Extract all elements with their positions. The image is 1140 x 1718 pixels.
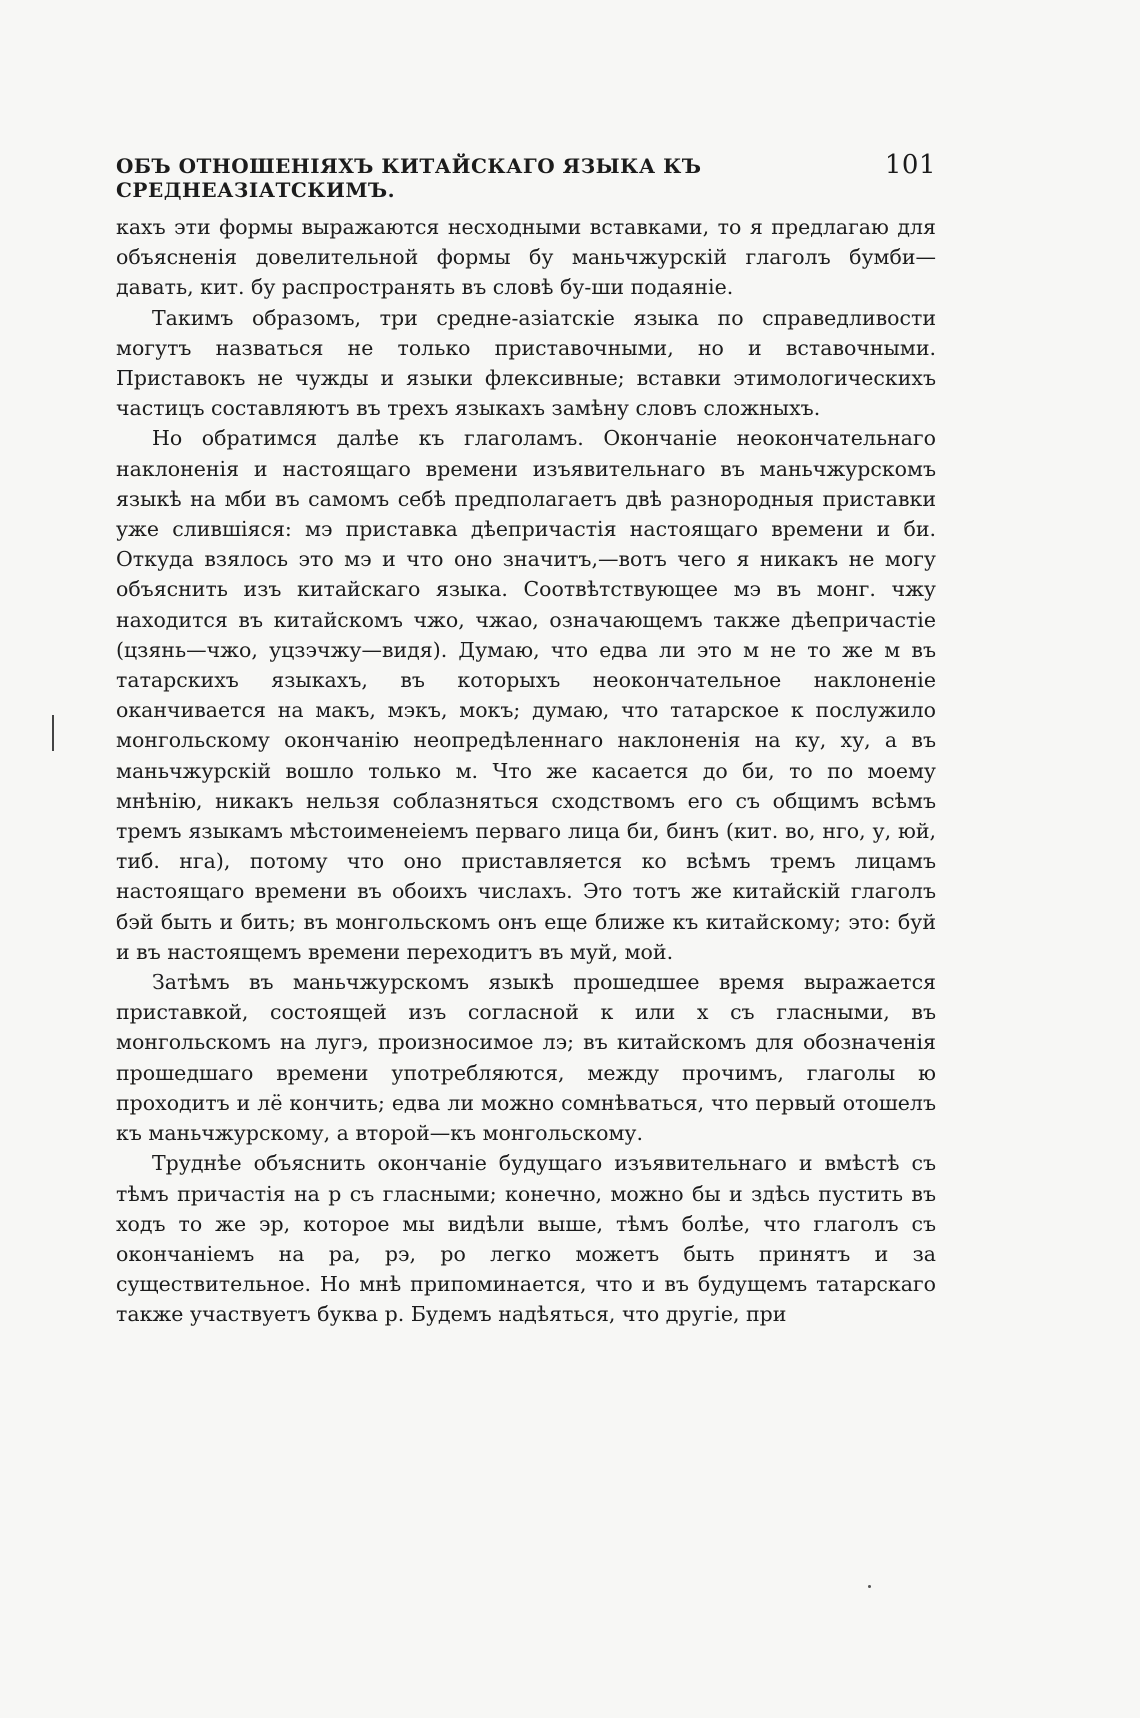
- paragraph-5: Труднѣе объяснить окончаніе будущаго изъявительнаго и вмѣстѣ съ тѣмъ причастія на р съ гласными; конечно, можно бы и здѣсь пустить въ ходъ то же эр, которое мы видѣли выше, тѣмъ болѣе, что глаголъ съ окончаніемъ на ра, рэ, ро легко можетъ быть принятъ и за существительное. Но мнѣ припоминается, что и въ будущемъ татарскаго также участвуетъ буква р. Будемъ надѣяться, что другіе, при: [116, 1151, 936, 1327]
- running-header: [116, 150, 936, 212]
- paragraph-3: Но обратимся далѣе къ глаголамъ. Окончаніе неокончательнаго наклоненія и настоящаго времени изъявительнаго въ маньчжурскомъ языкѣ на мби въ самомъ себѣ предполагаетъ двѣ разнородныя приставки уже слившіяся: мэ приставка дѣепричастія настоящаго времени и би. Откуда взялось это мэ и что оно значитъ,—вотъ чего я никакъ не могу объяснить изъ китайскаго языка. Соотвѣтствующее мэ въ монг. чжу находится въ китайскомъ чжо, чжао, означающемъ также дѣепричастіе (цзянь—чжо, уцзэчжу—видя). Думаю, что едва ли это м не то же м въ татарскихъ языкахъ, въ которыхъ неокончательное наклоненіе оканчивается на макъ, мэкъ, мокъ; думаю, что татарское к послужило монгольскому окончанію неопредѣленнаго наклоненія на ку, ху, а въ маньчжурскій вошло только м. Что же касается до би, то по моему мнѣнію, никакъ нельзя соблазняться сходствомъ его съ общимъ всѣмъ тремъ языкамъ мѣстоименеіемъ перваго лица би, бинъ (кит. во, нго, у, юй, тиб. нга), потому что оно приставляется ко всѣмъ тремъ лицамъ настоящаго времени въ обоихъ числахъ. Это тотъ же китайскій глаголъ бэй быть и бить; въ монгольскомъ онъ еще ближе къ китайскому; это: буй и въ настоящемъ времени переходитъ въ муй, мой.: [116, 426, 936, 964]
- paragraph-2: Такимъ образомъ, три средне-азіатскіе языка по справедливости могутъ назваться не только приставочными, но и вставочными. Приставокъ не чужды и языки флексивные; вставки этимологическихъ частицъ составляютъ въ трехъ языкахъ замѣну словъ сложныхъ.: [116, 305, 936, 421]
- paragraph-1: кахъ эти формы выражаются несходными вставками, то я предлагаю для объясненія довелительной формы бу маньчжурскій глаголъ бумби—давать, кит. бу распространять въ словѣ бу-ши подаяніе.: [116, 215, 936, 300]
- header-title: ОБЪ ОТНОШЕНІЯХЪ КИТАЙСКАГО ЯЗЫКА КЪ СРЕДНЕАЗІАТСКИМЪ.: [116, 154, 702, 202]
- scan-speck: [868, 1585, 871, 1588]
- page-body: [116, 212, 936, 1330]
- paragraph-4: Затѣмъ въ маньчжурскомъ языкѣ прошедшее время выражается приставкой, состоящей изъ согласной к или х съ гласными, въ монгольскомъ на лугэ, произносимое лэ; въ китайскомъ для обозначенія прошедшаго времени употребляются, между прочимъ, глаголы ю проходитъ и лё кончить; едва ли можно сомнѣваться, что первый отошелъ къ маньчжурскому, а второй—къ монгольскому.: [116, 970, 936, 1146]
- margin-mark: [52, 715, 54, 751]
- page: [116, 150, 936, 1330]
- page-number: 101: [884, 150, 936, 180]
